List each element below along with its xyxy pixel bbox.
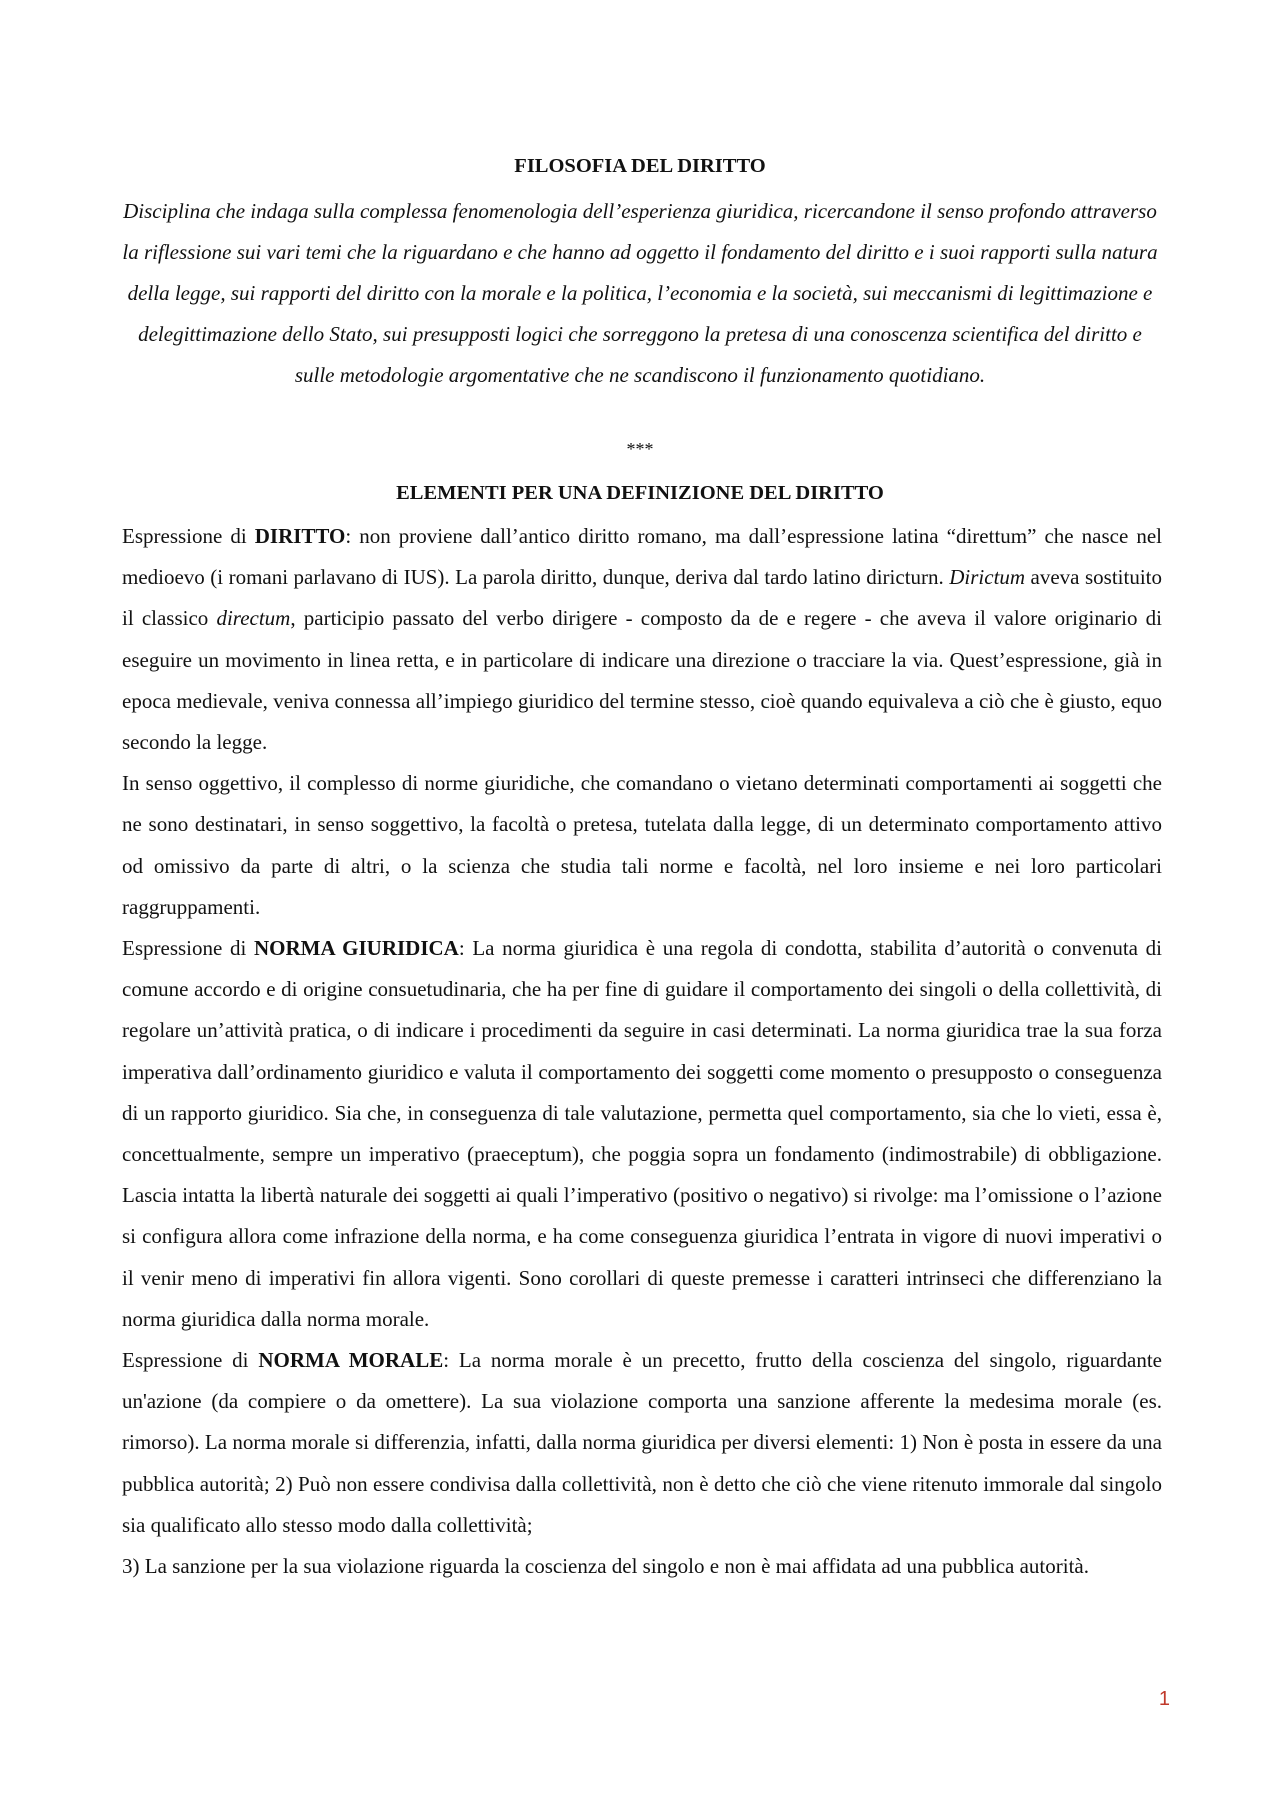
paragraph-norma-morale [122, 1340, 1162, 1546]
term-diritto: DIRITTO [254, 524, 346, 548]
paragraph-prefix: Espressione di [122, 1348, 259, 1373]
section-heading: ELEMENTI PER UNA DEFINIZIONE DEL DIRITTO [396, 482, 884, 504]
paragraph-text: , participio passato del verbo dirigere - composto da de e regere - che aveva il valore originario di eseguire un movimento in linea retta, e in particolare di indicare una direzione o tracciare la via. Quest’espressione, già in epoca medievale, veniva connessa all’impiego giuridico del termine stesso, cioè quando equivaleva a ciò che è giusto, equo secondo la legge. [122, 606, 1162, 755]
italic-directum: directum [216, 606, 291, 631]
paragraph-prefix: Espressione di [122, 524, 255, 548]
paragraph-diritto [122, 516, 1162, 763]
page-number: 1 [1158, 1688, 1170, 1710]
italic-dirictum: Dirictum [949, 565, 1026, 590]
body-text [122, 516, 1162, 1587]
document-title: FILOSOFIA DEL DIRITTO [514, 155, 766, 177]
paragraph-text: : La norma giuridica è una regola di condotta, stabilita d’autorità o convenuta di comune accordo e di origine consuetudinaria, che ha per fine di guidare il comportamento dei singoli o della collettività, di regolare un’attività pratica, o di indicare i procedimenti da seguire in casi determinati. La norma giuridica trae la sua forza imperativa dall’ordinamento giuridico e valuta il comportamento dei soggetti come momento o presupposto o conseguenza di un rapporto giuridico. Sia che, in conseguenza di tale valutazione, permetta quel comportamento, sia che lo vieti, essa è, concettualmente, sempre un imperativo (praeceptum), che poggia sopra un fondamento (indimostrabile) di obbligazione. Lascia intatta la libertà naturale dei soggetti ai quali l’imperativo (positivo o negativo) si rivolge: ma l’omissione o l’azione si configura allora come infrazione della norma, e ha come conseguenza giuridica l’entrata in vigore di nuovi imperativi o il venir meno di imperativi fin allora vigenti. Sono corollari di queste premesse i caratteri intrinseci che differenziano la norma giuridica dalla norma morale. [122, 936, 1162, 1331]
paragraph-senso-oggettivo: In senso oggettivo, il complesso di norme giuridiche, che comandano o vietano determinati comportamenti ai soggetti che ne sono destinatari, in senso soggettivo, la facoltà o pretesa, tutelata dalla legge, di un determinato comportamento attivo od omissivo da parte di altri, o la scienza che studia tali norme e facoltà, nel loro insieme e nei loro particolari raggruppamenti. [122, 771, 1162, 919]
document-abstract: Disciplina che indaga sulla complessa fenomenologia dell’esperienza giuridica, ricercandone il senso profondo attraverso la riflessione sui vari temi che la riguardano e che hanno ad oggetto il fondamento del diritto e i suoi rapporti sulla natura della legge, sui rapporti del diritto con la morale e la politica, l’economia e la società, sui meccanismi di legittimazione e delegittimazione dello Stato, sui presupposti logici che sorreggono la pretesa di una conoscenza scientifica del diritto e sulle metodologie argomentative che ne scandiscono il funzionamento quotidiano. [122, 199, 1158, 387]
paragraph-text: : non proviene dall’antico diritto romano, ma dall’espressione latina “direttum” che nasce nel medioevo (i romani parlavano di IUS). La parola diritto, dunque, deriva dal tardo latino diricturn. [122, 524, 1162, 590]
paragraph-prefix: Espressione di [122, 936, 254, 961]
paragraph-norma-giuridica [122, 928, 1162, 1340]
paragraph-sanzione: 3) La sanzione per la sua violazione riguarda la coscienza del singolo e non è mai affidata ad una pubblica autorità. [122, 1554, 1089, 1579]
term-norma-giuridica: NORMA GIURIDICA [253, 936, 459, 961]
paragraph-text: aveva sostituito il classico [122, 565, 1162, 631]
section-separator: *** [626, 439, 654, 459]
paragraph-text: : La norma morale è un precetto, frutto della coscienza del singolo, riguardante un'azione (da compiere o da omettere). La sua violazione comporta una sanzione afferente la medesima morale (es. rimorso). La norma morale si differenzia, infatti, dalla norma giuridica per diversi elementi: 1) Non è posta in essere da una pubblica autorità; 2) Può non essere condivisa dalla collettività, non è detto che ciò che viene ritenuto immorale dal singolo sia qualificato allo stesso modo dalla collettività; [122, 1348, 1163, 1537]
term-norma-morale: NORMA MORALE [258, 1348, 444, 1373]
